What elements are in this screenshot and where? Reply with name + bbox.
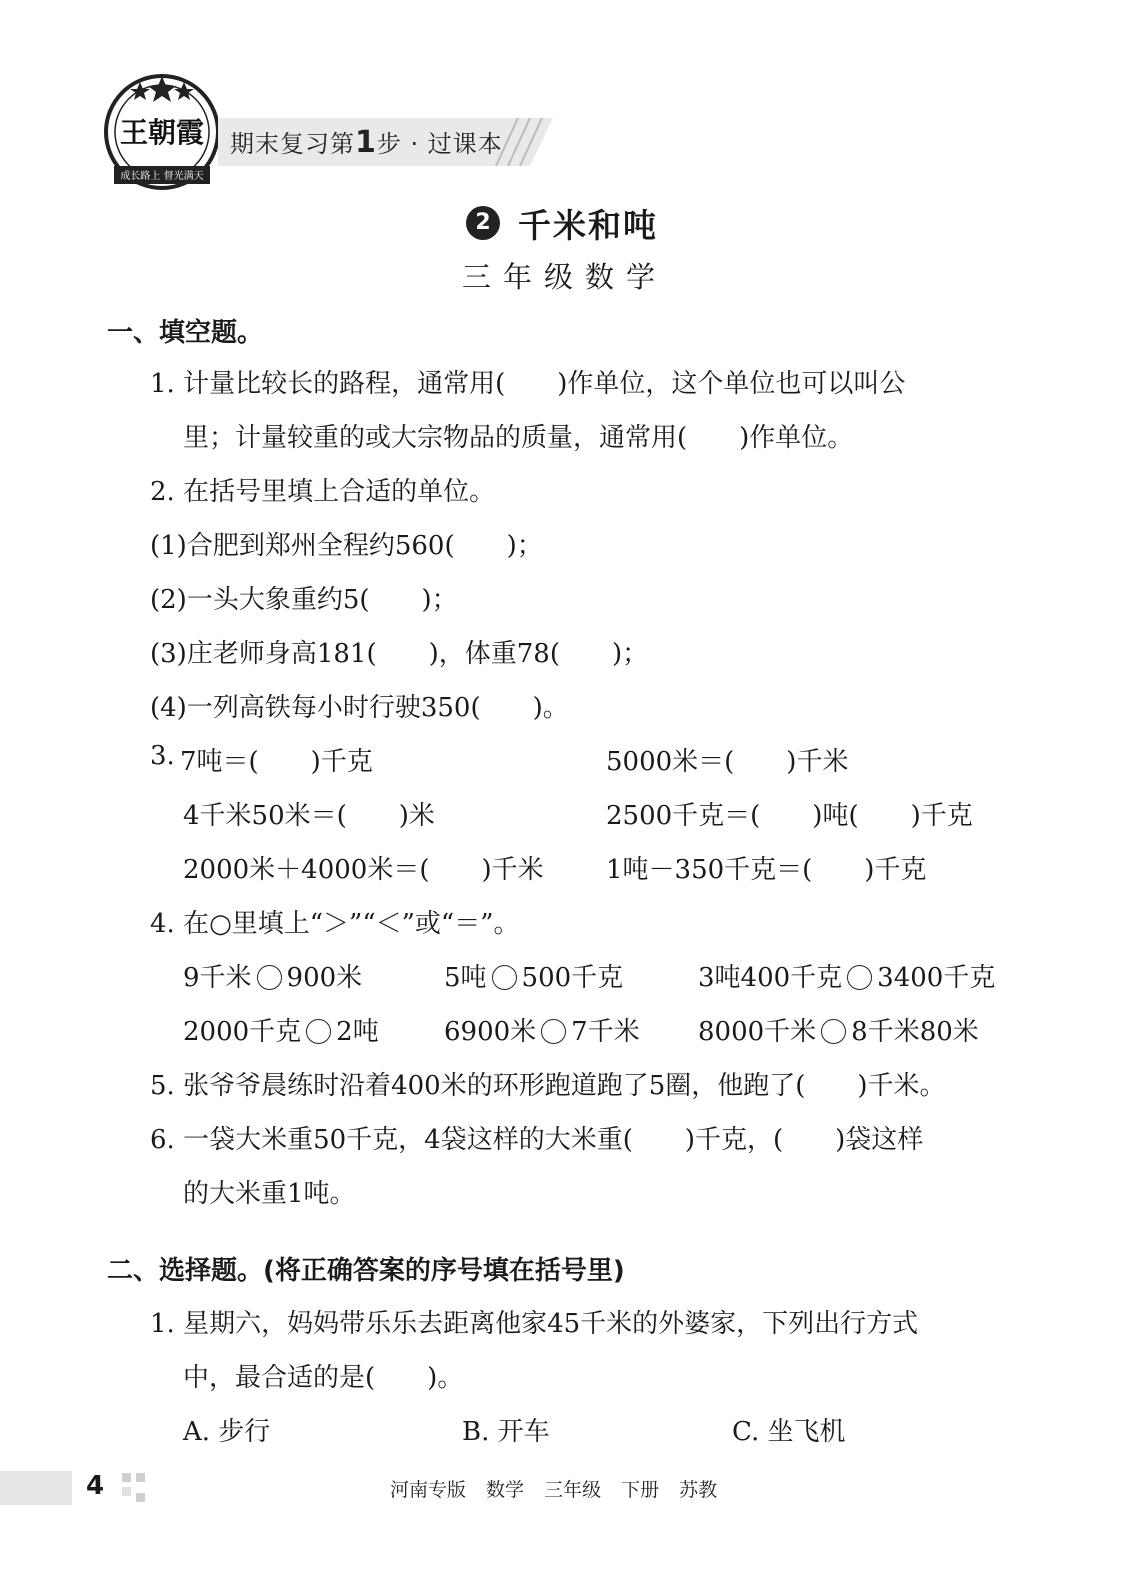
logo-text: 王朝霞 xyxy=(119,116,205,149)
answer-circle[interactable] xyxy=(821,1019,846,1044)
answer-circle[interactable] xyxy=(492,965,517,990)
footer-decoration xyxy=(136,1493,145,1502)
q1-line1: 1. 计量比较长的路程，通常用( )作单位，这个单位也可以叫公 xyxy=(150,369,906,399)
answer-circle[interactable] xyxy=(847,965,872,990)
banner-number: 1 xyxy=(355,125,377,160)
page-number: 4 xyxy=(86,1471,105,1501)
q4-prompt: 4. 在○里填上“＞”“＜”或“＝”。 xyxy=(150,909,520,939)
option-a[interactable]: A. 步行 xyxy=(183,1417,271,1447)
q4-compare: 8000千米 8千米80米 xyxy=(698,1017,979,1047)
footer-bar xyxy=(0,1471,72,1505)
footer-decoration xyxy=(122,1487,131,1496)
answer-circle[interactable] xyxy=(257,965,282,990)
brand-logo xyxy=(100,70,224,194)
page-subtitle: 三年级数学 xyxy=(462,260,668,294)
q4-compare: 9千米 900米 xyxy=(183,963,363,993)
choice-q1-line2: 中，最合适的是( )。 xyxy=(183,1363,464,1393)
q3-left-1: 7吨＝( )千克 xyxy=(180,747,373,777)
logo-motto: 成长路上 督光满天 xyxy=(120,171,204,182)
lesson-number-badge: 2 xyxy=(466,206,500,240)
q4-compare: 3吨400千克 3400千克 xyxy=(698,963,996,993)
section-heading-choice: 二、选择题。(将正确答案的序号填在括号里) xyxy=(107,1256,625,1286)
banner-title: 期末复习第1步 · 过课本 xyxy=(230,125,503,160)
option-b[interactable]: B. 开车 xyxy=(462,1417,550,1447)
q3-right-2: 2500千克＝( )吨( )千克 xyxy=(606,801,973,831)
q3-right-3: 1吨－350千克＝( )千克 xyxy=(606,855,927,885)
q2-item4: (4)一列高铁每小时行驶350( )。 xyxy=(150,693,569,723)
q3-left-2: 4千米50米＝( )米 xyxy=(183,801,435,831)
answer-circle[interactable] xyxy=(541,1019,566,1044)
q4-compare: 6900米 7千米 xyxy=(444,1017,640,1047)
choice-q1-line1: 1. 星期六，妈妈带乐乐去距离他家45千米的外婆家，下列出行方式 xyxy=(150,1309,919,1339)
q4-compare: 2000千克 2吨 xyxy=(183,1017,379,1047)
section-heading-fill: 一、填空题。 xyxy=(107,318,264,348)
footer-decoration xyxy=(122,1473,131,1482)
q2-prompt: 2. 在括号里填上合适的单位。 xyxy=(150,477,496,507)
q4-compare: 5吨 500千克 xyxy=(444,963,624,993)
q3-left-3: 2000米＋4000米＝( )千米 xyxy=(183,855,544,885)
answer-circle[interactable] xyxy=(306,1019,331,1044)
q3-label: 3. xyxy=(150,741,175,771)
page-title: 千米和吨 xyxy=(518,206,658,245)
q2-item2: (2)一头大象重约5( )； xyxy=(150,585,458,615)
footer-decoration xyxy=(136,1473,145,1482)
q5: 5. 张爷爷晨练时沿着400米的环形跑道跑了5圈，他跑了( )千米。 xyxy=(150,1071,946,1101)
q6-line2: 的大米重1吨。 xyxy=(183,1179,356,1209)
q2-item1: (1)合肥到郑州全程约560( )； xyxy=(150,531,543,561)
q6-line1: 6. 一袋大米重50千克，4袋这样的大米重( )千克，( )袋这样 xyxy=(150,1125,924,1155)
footer-text: 河南专版 数学 三年级 下册 苏教 xyxy=(390,1479,718,1501)
q3-right-1: 5000米＝( )千米 xyxy=(606,747,849,777)
q1-line2: 里；计量较重的或大宗物品的质量，通常用( )作单位。 xyxy=(183,423,854,453)
option-c[interactable]: C. 坐飞机 xyxy=(732,1417,846,1447)
q2-item3: (3)庄老师身高181( )，体重78( )； xyxy=(150,639,649,669)
